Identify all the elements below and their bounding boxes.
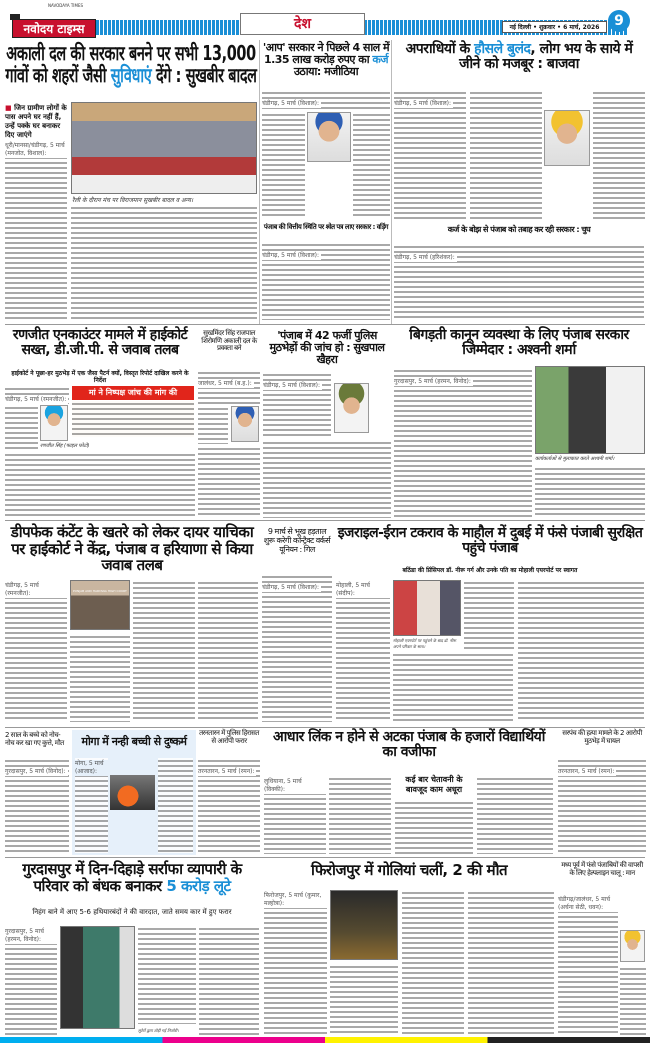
divider xyxy=(259,40,260,325)
photo-caption: लुटेरों द्वारा तोड़ी गई तिजोरी। xyxy=(138,1028,179,1033)
divider xyxy=(391,40,392,325)
body-text xyxy=(393,652,513,722)
body-text: चंडीगढ़, 5 मार्च (रमनजीत): xyxy=(5,386,69,404)
body-text: चंडीगढ़, 5 मार्च (विशाल): xyxy=(262,574,332,722)
body-text: चंडीगढ़, 5 मार्च (विशाल): xyxy=(262,242,390,320)
divider xyxy=(5,520,645,521)
court-sign: PUNJAB AND HARYANA HIGH COURT xyxy=(73,589,127,593)
subhead-gurdaspur: निहंग बाने में आए 5-6 हथियारबंदों ने की वारदात, जाते समय कार में हुए फरार xyxy=(5,908,259,916)
body-text xyxy=(5,452,195,518)
headline-bajwa: अपराधियों के हौसले बुलंद, लोग भय के साये में जीने को मजबूर : बाजवा xyxy=(394,42,644,73)
banner-mother-demand: मां ने निष्पक्ष जांच की मांग की xyxy=(72,386,194,400)
body-text xyxy=(330,964,398,1036)
body-text: तरनतारन, 5 मार्च (रमन): xyxy=(198,758,260,854)
body-text: मोहाली, 5 मार्च (संदीप): xyxy=(336,580,390,722)
headline-gurdaspur: गुरदासपुर में दिन-दिहाड़े सर्राफा व्यापारी के परिवार को बंधक बनाकर 5 करोड़ लूटे xyxy=(5,861,259,894)
headline-strike: 9 मार्च से भूख हड़ताल शुरू करेगी कॉन्ट्रैक्ट वर्कर्स यूनियन : गिल xyxy=(263,527,331,554)
logo: नवोदय टाइम्स xyxy=(12,19,96,38)
highlight-box xyxy=(72,401,194,437)
headline-dubai: इजराइल-ईरान टकराव के माहौल में दुबई में फंसे पंजाबी सुरक्षित पहुंचे पंजाब xyxy=(337,525,643,557)
body-text: फिरोजपुर, 5 मार्च (कुमार, मल्होत्रा): xyxy=(264,890,327,1036)
headline-ranjit: रणजीत एनकाउंटर मामले में हाईकोर्ट सख्त, डी.जी.पी. से जवाब तलब xyxy=(5,328,195,359)
body-text xyxy=(71,205,257,320)
bajwa-photo xyxy=(544,110,590,166)
logo-small: NAVODAYA TIMES xyxy=(48,3,84,8)
headline-dog: 2 साल के बच्चे को नोच-नोच कर खा गए कुत्ते, मौत xyxy=(5,732,69,747)
dateline-box: नई दिल्ली • शुक्रवार • 6 मार्च, 2026 xyxy=(502,21,607,33)
high-court-photo xyxy=(70,580,130,630)
rally-photo xyxy=(71,102,257,194)
photo-caption: रैली के दौरान मंच पर विराजमान सुखबीर बादल व अन्य। xyxy=(72,197,194,204)
mann-photo xyxy=(620,930,645,962)
moga-illustration xyxy=(110,775,155,810)
body-text xyxy=(593,90,645,220)
headline-sarpanch: सरपंच की हत्या मामले के 2 आरोपी मुठभेड़ में घायल xyxy=(558,730,646,745)
body-text: गुरदासपुर, 5 मार्च (हरमन, विनोद): xyxy=(5,926,57,1036)
body-text xyxy=(199,926,259,1036)
body-text xyxy=(133,580,195,722)
headline-chugh: कर्ज के बोझ से पंजाब को तबाह कर रही सरकार : चुघ xyxy=(394,226,644,235)
body-text xyxy=(198,446,260,518)
headline-moga: मोगा में नन्ही बच्ची से दुष्कर्म xyxy=(74,736,194,748)
masthead xyxy=(0,0,650,42)
body-text xyxy=(198,580,258,722)
body-text: चंडीगढ़, 5 मार्च (हरिशंकर): xyxy=(394,244,644,320)
subhead-dubai: बठिंडा की प्रिंसिपल डॉ. नीरू गर्ग और उनके पति का मोहाली एयरपोर्ट पर स्वागत xyxy=(336,567,644,574)
ferozepur-photo xyxy=(330,890,398,960)
body-text: चंडीगढ़/जालंधर, 5 मार्च (अर्चना सेठी, धवन): xyxy=(558,894,618,1036)
headline-deepfake: डीपफेक कंटेंट के खतरे को लेकर दायर याचिका पर हाईकोर्ट ने केंद्र, पंजाब व हरियाणा से किया जवाब तलब xyxy=(5,524,259,574)
body-text xyxy=(329,776,391,854)
headline-badal: अकाली दल की सरकार बनने पर सभी 13,000 गांवों को शहरों जैसी सुविधाएं देंगे : सुखबीर बादल xyxy=(5,41,257,87)
section-tab[interactable]: देश xyxy=(240,13,365,35)
headline-warring: पंजाब की वित्तीय स्थिति पर श्वेत पत्र लाए सरकार : वड़िंग xyxy=(263,223,389,231)
body-text xyxy=(262,112,305,217)
body-text: गुरदासपुर, 5 मार्च (विनोद): xyxy=(5,758,69,854)
body-text: चंडीगढ़, 5 मार्च (विशाल): xyxy=(394,90,466,220)
body-text xyxy=(70,634,130,722)
body-text: धूरी/मानसा/चंडीगढ़, 5 मार्च (मनजोत, विशाल): xyxy=(5,140,67,320)
headline-tarntaran: तरनतारन में पुलिस हिरासत से आरोपी फरार xyxy=(199,729,259,745)
headline-ferozepur: फिरोजपुर में गोलियां चलीं, 2 की मौत xyxy=(264,862,554,879)
body-text: चंडीगढ़, 5 मार्च (रमनजीत): xyxy=(5,580,67,722)
body-text: मोगा, 5 मार्च (आजाद): xyxy=(75,758,108,853)
body-text xyxy=(158,758,193,853)
body-text xyxy=(518,580,644,722)
body-text xyxy=(535,466,645,518)
headline-mann: मध्य पूर्व में फंसे पंजाबियों की वापसी के लिए हेल्पलाइन चालू : मान xyxy=(558,862,646,877)
body-text xyxy=(468,890,554,1036)
color-registration-bar xyxy=(0,1037,650,1043)
headline-aadhaar: आधार लिंक न होने से अटका पंजाब के हजारों विद्यार्थियों का वजीफा xyxy=(264,730,554,761)
body-text xyxy=(620,966,646,1036)
photo-caption: कार्यकर्ताओं से मुलाकात करते अश्वनी शर्मा। xyxy=(535,456,615,462)
divider xyxy=(5,727,645,728)
divider xyxy=(5,857,645,858)
sukhminder-photo xyxy=(231,406,259,442)
body-text xyxy=(263,440,391,518)
subhead-ranjit: हाईकोर्ट ने पूछा-हर मुठभेड़ में एक जैसा पैटर्न क्यों, विस्तृत रिपोर्ट दाखिल करने के निर्देश xyxy=(5,370,195,384)
dubai-photo xyxy=(393,580,461,636)
divider xyxy=(5,324,645,325)
headline-majithia: 'आप' सरकार ने पिछले 4 साल में 1.35 लाख करोड़ रुपए का कर्ज उठाया: मजीठिया xyxy=(262,41,390,79)
body-text xyxy=(353,112,390,217)
headline-sukhminder: सुखमिंदर सिंह राजपाल शिरोमणि अकाली दल के प्रवक्ता बने xyxy=(198,330,260,353)
subhead-aadhaar: कई बार चेतावनी के बावजूद काम अधूरा xyxy=(395,775,473,794)
khaira-photo xyxy=(334,383,369,433)
body-text xyxy=(470,90,542,220)
body-text xyxy=(198,406,228,444)
headline-ashwani: बिगड़ती कानून व्यवस्था के लिए पंजाब सरकार जिम्मेदार : अश्वनी शर्मा xyxy=(394,328,644,359)
body-text: गुरदासपुर, 5 मार्च (हरमन, विनोद): xyxy=(394,368,532,518)
body-text: जालंधर, 5 मार्च (ब.ह.): xyxy=(198,370,260,404)
page-number: 9 xyxy=(608,10,630,32)
body-text xyxy=(402,890,464,1036)
ranjit-photo xyxy=(40,405,68,441)
body-text: लुधियाना, 5 मार्च (विक्की): xyxy=(264,776,326,854)
photo-caption: रणजीत सिंह (फाइल फोटो) xyxy=(40,443,90,449)
body-text xyxy=(5,405,38,450)
body-text: चंडीगढ़, 5 मार्च (विशाल): xyxy=(262,90,390,110)
body-text xyxy=(395,800,473,854)
ashwani-photo xyxy=(535,366,645,454)
body-text: चंडीगढ़, 5 मार्च (विशाल): xyxy=(263,372,331,438)
body-text xyxy=(464,580,514,650)
majithia-photo xyxy=(307,112,351,162)
body-text: तरनतारन, 5 मार्च (रमन): xyxy=(558,758,646,854)
headline-khaira: 'पंजाब में 42 फर्जी पुलिस मुठभेड़ों की जांच हो : सुखपाल खैहरा xyxy=(263,330,391,366)
body-text xyxy=(477,776,553,854)
safe-photo xyxy=(60,926,135,1029)
bullet-badal: ■ जिन ग्रामीण लोगों के पास अपने घर नहीं हैं, उन्हें पक्के घर बनाकर दिए जाएंगे xyxy=(5,104,67,139)
body-text xyxy=(138,926,196,1024)
photo-caption: मोहाली एयरपोर्ट पर पहुंचने के बाद डॉ. नीरू अपने परिवार के साथ। xyxy=(393,638,457,649)
